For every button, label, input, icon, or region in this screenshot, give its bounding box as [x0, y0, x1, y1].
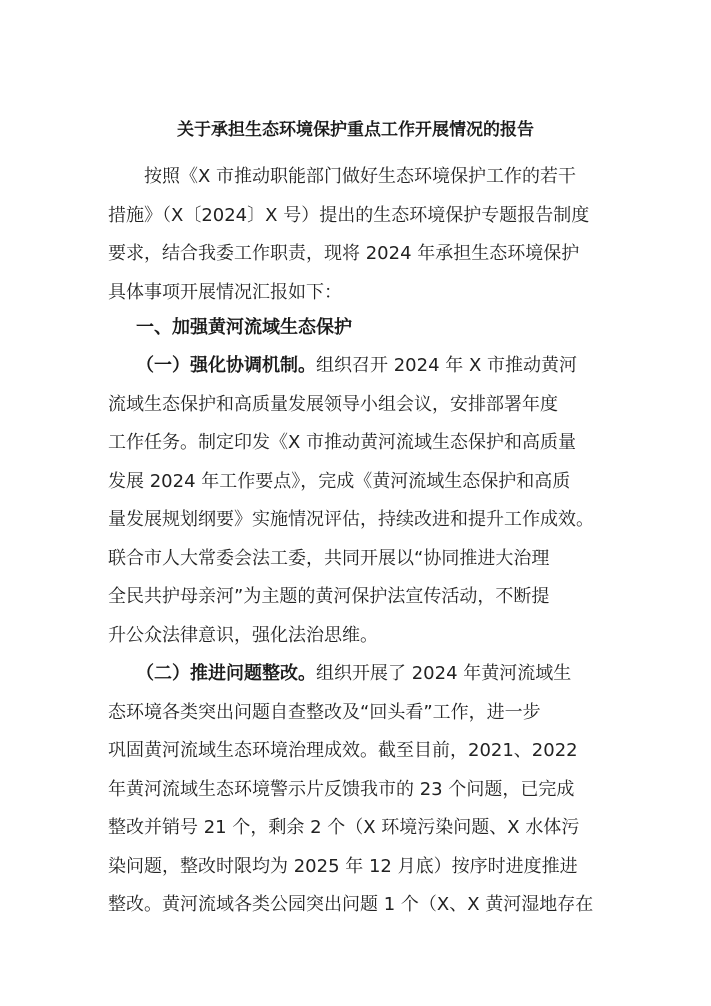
paragraph-line: 年黄河流域生态环境警示片反馈我市的 23 个问题，已完成	[108, 779, 575, 800]
paragraph-line: 联合市人大常委会法工委，共同开展以“协同推进大治理	[108, 548, 550, 569]
intro-line: 按照《X 市推动职能部门做好生态环境保护工作的若干	[144, 166, 577, 187]
paragraph-line: 染问题，整改时限均为 2025 年 12 月底）按序时进度推进	[108, 856, 578, 877]
paragraph-text: 组织召开 2024 年 X 市推动黄河	[316, 355, 578, 376]
paragraph-text: 组织开展了 2024 年黄河流域生	[316, 663, 572, 684]
paragraph-line: 整改并销号 21 个，剩余 2 个（X 环境污染问题、X 水体污	[108, 817, 580, 838]
paragraph-line: 发展 2024 年工作要点》，完成《黄河流域生态保护和高质	[108, 471, 571, 492]
paragraph-line: 全民共护母亲河”为主题的黄河保护法宣传活动，不断提	[108, 586, 550, 607]
paragraph-first-line	[136, 661, 571, 687]
paragraph-line: 巩固黄河流域生态环境治理成效。截至目前，2021、2022	[108, 740, 578, 761]
intro-line: 要求，结合我委工作职责，现将 2024 年承担生态环境保护	[108, 243, 580, 264]
intro-line: 措施》（X〔2024〕X 号）提出的生态环境保护专题报告制度	[108, 205, 590, 226]
section-heading: 一、加强黄河流域生态保护	[136, 317, 352, 338]
intro-line: 具体事项开展情况汇报如下：	[108, 282, 342, 303]
paragraph-lead: （一）强化协调机制。	[136, 355, 316, 376]
paragraph-line: 量发展规划纲要》实施情况评估，持续改进和提升工作成效。	[108, 509, 594, 530]
paragraph-lead: （二）推进问题整改。	[136, 663, 316, 684]
paragraph-line: 流域生态保护和高质量发展领导小组会议，安排部署年度	[108, 394, 558, 415]
paragraph-line: 整改。黄河流域各类公园突出问题 1 个（X、X 黄河湿地存在	[108, 894, 594, 915]
paragraph-line: 工作任务。制定印发《X 市推动黄河流域生态保护和高质量	[108, 432, 577, 453]
paragraph-line: 态环境各类突出问题自查整改及“回头看”工作，进一步	[108, 702, 541, 723]
document-title: 关于承担生态环境保护重点工作开展情况的报告	[177, 120, 534, 140]
paragraph-first-line	[136, 353, 577, 379]
paragraph-line: 升公众法律意识，强化法治思维。	[108, 625, 378, 646]
